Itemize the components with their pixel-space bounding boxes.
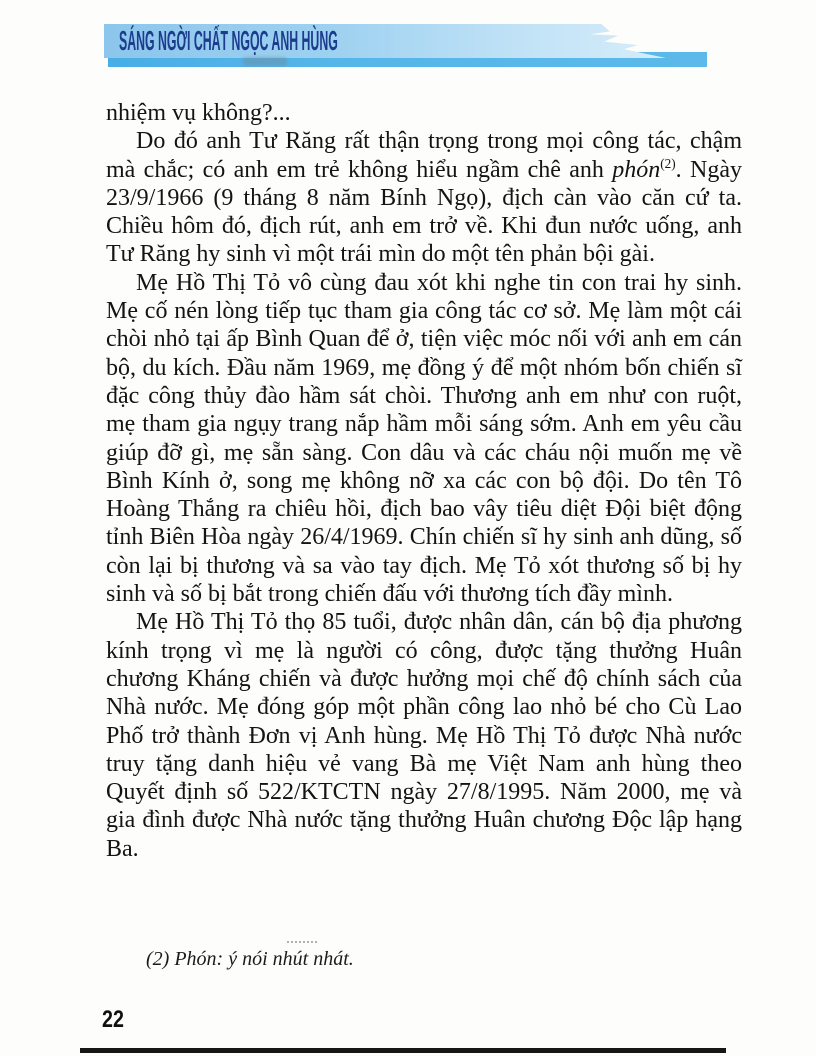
italic-term: phón [612,156,661,183]
footnote: (2) Phón: ý nói nhút nhát. [146,948,354,970]
paragraph-text: Do đó anh Tư Răng rất thận trọng trong mọi công tác, chậm mà chắc; có anh em trẻ không hiểu ngầm chê anh [106,128,742,183]
paragraph-continuation: nhiệm vụ không?... [106,100,291,126]
paragraph-text: . Ngày 23/9/1966 (9 tháng 8 năm Bính Ngọ), địch càn vào căn cứ ta. Chiều hôm đó, địch rút, anh em trở về. Khi đun nước uống, anh Tư Răng hy sinh vì một trái mìn do một tên phản bội gài. [106,156,743,268]
chapter-header-banner [0,0,816,84]
running-header-title: SÁNG NGỜI CHẤT NGỌC ANH HÙNG [119,25,338,56]
bottom-rule [80,1048,726,1053]
page-body [106,99,742,863]
footnote-marker: (2) [660,155,676,171]
footnote-separator-mark [287,941,317,943]
paragraph: Mẹ Hồ Thị Tỏ vô cùng đau xót khi nghe tin con trai hy sinh. Mẹ cố nén lòng tiếp tục tham gia công tác cơ sở. Mẹ làm một cái chòi nhỏ tại ấp Bình Quan để ở, tiện việc móc nối với anh em cán bộ, du kích. Đầu năm 1969, mẹ đồng ý để một nhóm bốn chiến sĩ đặc công thủy đào hầm sát chòi. Thương anh em như con ruột, mẹ tham gia ngụy trang nắp hầm mỗi sáng sớm. Anh em yêu cầu giúp đỡ gì, mẹ sẵn sàng. Con dâu và các cháu nội muốn mẹ về Bình Kính ở, song mẹ không nỡ xa các con bộ đội. Do tên Tô Hoàng Thắng ra chiêu hồi, địch bao vây tiêu diệt Đội biệt động tỉnh Biên Hòa ngày 26/4/1969. Chín chiến sĩ hy sinh anh dũng, số còn lại bị thương và sa vào tay địch. Mẹ Tỏ xót thương số bị hy sinh và số bị bắt trong chiến đấu với thương tích đầy mình. [106,269,742,608]
print-smudge-artifact [243,57,287,66]
paragraph [106,127,742,268]
paragraph: Mẹ Hồ Thị Tỏ thọ 85 tuổi, được nhân dân, cán bộ địa phương kính trọng vì mẹ là người có công, được tặng thưởng Huân chương Kháng chiến và được hưởng mọi chế độ chính sách của Nhà nước. Mẹ đóng góp một phần công lao nhỏ bé cho Cù Lao Phố trở thành Đơn vị Anh hùng. Mẹ Hồ Thị Tỏ được Nhà nước truy tặng danh hiệu vẻ vang Bà mẹ Việt Nam anh hùng theo Quyết định số 522/KTCTN ngày 27/8/1995. Năm 2000, mẹ và gia đình được Nhà nước tặng thưởng Huân chương Độc lập hạng Ba. [106,609,742,862]
page-number: 22 [102,1006,124,1033]
